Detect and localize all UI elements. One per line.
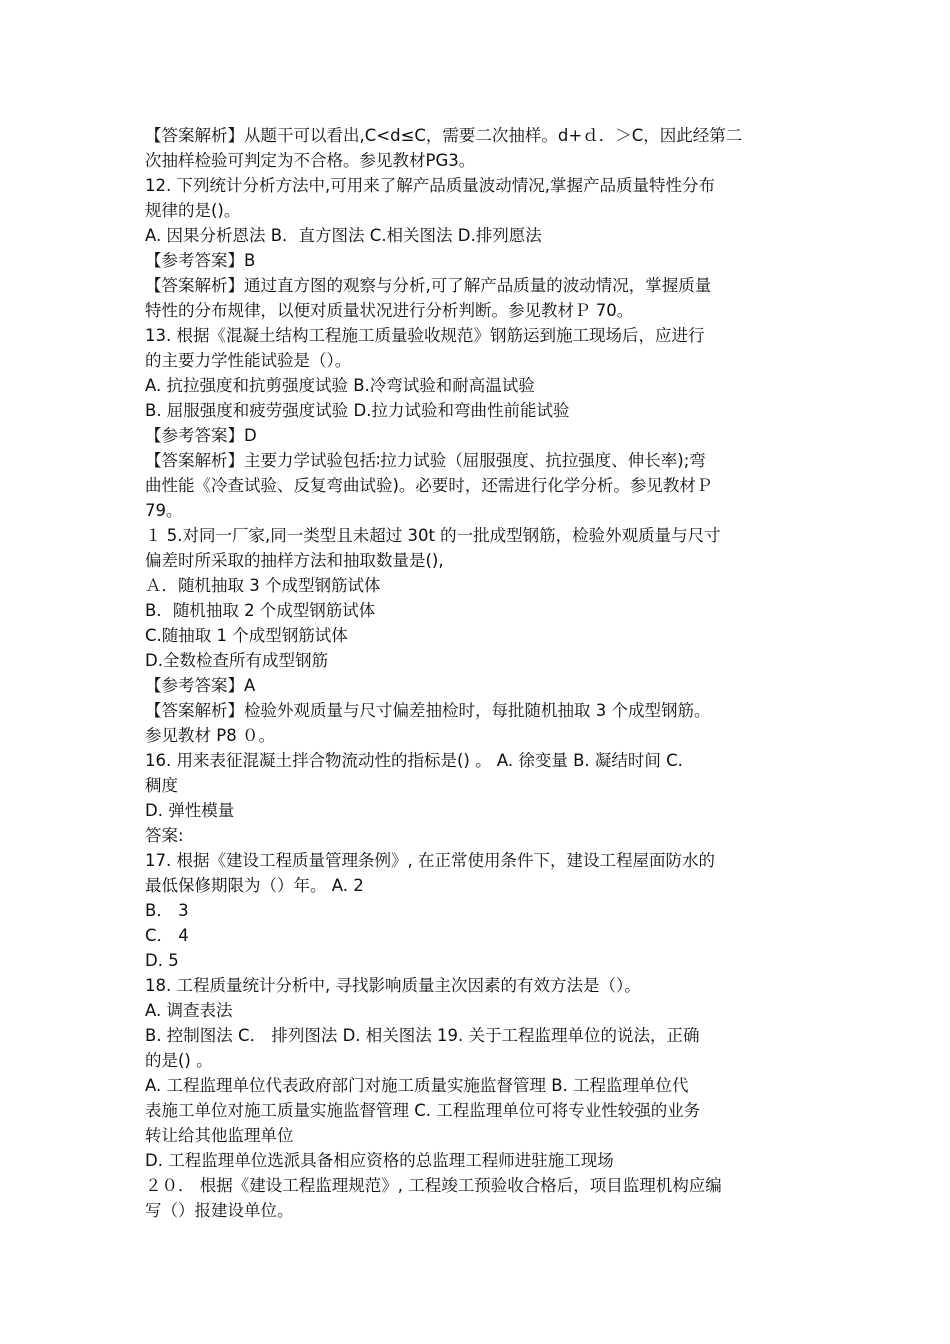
text-line: 的是() 。	[145, 1051, 213, 1070]
text-line: 【答案解析】检验外观质量与尺寸偏差抽检时，每批随机抽取 3 个成型钢筋。	[145, 701, 711, 720]
text-line: B．随机抽取 2 个成型钢筋试体	[145, 601, 376, 620]
text-line: 答案:	[145, 826, 184, 845]
text-line: D.全数检查所有成型钢筋	[145, 651, 328, 670]
text-line: 79。	[145, 501, 183, 520]
text-line: 转让给其他监理单位	[145, 1126, 294, 1145]
text-line: D. 工程监理单位选派具备相应资格的总监理工程师进驻施工现场	[145, 1151, 614, 1170]
text-line: D. 5	[145, 951, 179, 970]
text-line: C.随抽取 1 个成型钢筋试体	[145, 626, 348, 645]
text-line: B. 控制图法 C． 排列图法 D. 相关图法 19. 关于工程监理单位的说法，正确	[145, 1026, 700, 1045]
text-line: １ 5.对同一厂家,同一类型且未超过 30t 的一批成型钢筋，检验外观质量与尺寸	[145, 526, 721, 545]
text-line: 参见教材 P8 ０。	[145, 726, 275, 745]
text-line: A. 因果分析恩法 B．直方图法 C.相关图法 D.排列愿法	[145, 226, 542, 245]
text-line: 偏差时所采取的抽样方法和抽取数量是(),	[145, 551, 444, 570]
text-line: B. 屈服强度和疲劳强度试验 D.拉力试验和弯曲性前能试验	[145, 401, 570, 420]
text-line: A. 抗拉强度和抗剪强度试验 B.冷弯试验和耐高温试验	[145, 376, 535, 395]
text-line: D. 弹性模量	[145, 801, 235, 820]
text-line: 12. 下列统计分析方法中,可用来了解产品质量波动情况,掌握产品质量特性分布	[145, 176, 715, 195]
text-line: 表施工单位对施工质量实施监督管理 C. 工程监理单位可将专业性较强的业务	[145, 1101, 701, 1120]
text-line: 次抽样检验可判定为不合格。参见教材PG3。	[145, 151, 476, 170]
text-line: 【参考答案】A	[145, 676, 256, 695]
text-line: Ａ．随机抽取 3 个成型钢筋试体	[145, 576, 381, 595]
text-line: 曲性能《冷查试验、反复弯曲试验)。必要时，还需进行化学分析。参见教材Ｐ	[145, 476, 713, 495]
text-line: 18. 工程质量统计分析中, 寻找影响质量主次因素的有效方法是（）。	[145, 976, 641, 995]
text-line: 稠度	[145, 776, 178, 795]
text-line: A. 调查表法	[145, 1001, 233, 1020]
text-line: 【参考答案】B	[145, 251, 256, 270]
text-line: 特性的分布规律，以便对质量状况进行分析判断。参见教材Ｐ 70。	[145, 301, 634, 320]
text-line: 【答案解析】从题干可以看出,C<d≤C，需要二次抽样。d+ｄ．＞C，因此经第二	[145, 126, 743, 145]
document-body	[145, 123, 810, 1223]
text-line: 的主要力学性能试验是（）。	[145, 351, 352, 370]
text-line: 规律的是()。	[145, 201, 241, 220]
text-line: 16. 用来表征混凝土拌合物流动性的指标是() 。 A. 徐变量 B. 凝结时间 C.	[145, 751, 683, 770]
text-line: ２０． 根据《建设工程监理规范》, 工程竣工预验收合格后，项目监理机构应编	[145, 1176, 722, 1195]
text-line: B． 3	[145, 901, 189, 920]
text-line: 最低保修期限为（）年。 A. 2	[145, 876, 364, 895]
text-line: 写（）报建设单位。	[145, 1201, 294, 1220]
text-line: 【答案解析】通过直方图的观察与分析,可了解产品质量的波动情况，掌握质量	[145, 276, 712, 295]
text-line: 【答案解析】主要力学试验包括∶拉力试验（屈服强度、抗拉强度、伸长率);弯	[145, 451, 706, 470]
text-line: 13. 根据《混凝土结构工程施工质量验收规范》钢筋运到施工现场后，应进行	[145, 326, 705, 345]
text-line: A. 工程监理单位代表政府部门对施工质量实施监督管理 B. 工程监理单位代	[145, 1076, 689, 1095]
text-line: 【参考答案】D	[145, 426, 257, 445]
text-line: C． 4	[145, 926, 189, 945]
text-line: 17. 根据《建设工程质量管理条例》, 在正常使用条件下，建设工程屋面防水的	[145, 851, 715, 870]
